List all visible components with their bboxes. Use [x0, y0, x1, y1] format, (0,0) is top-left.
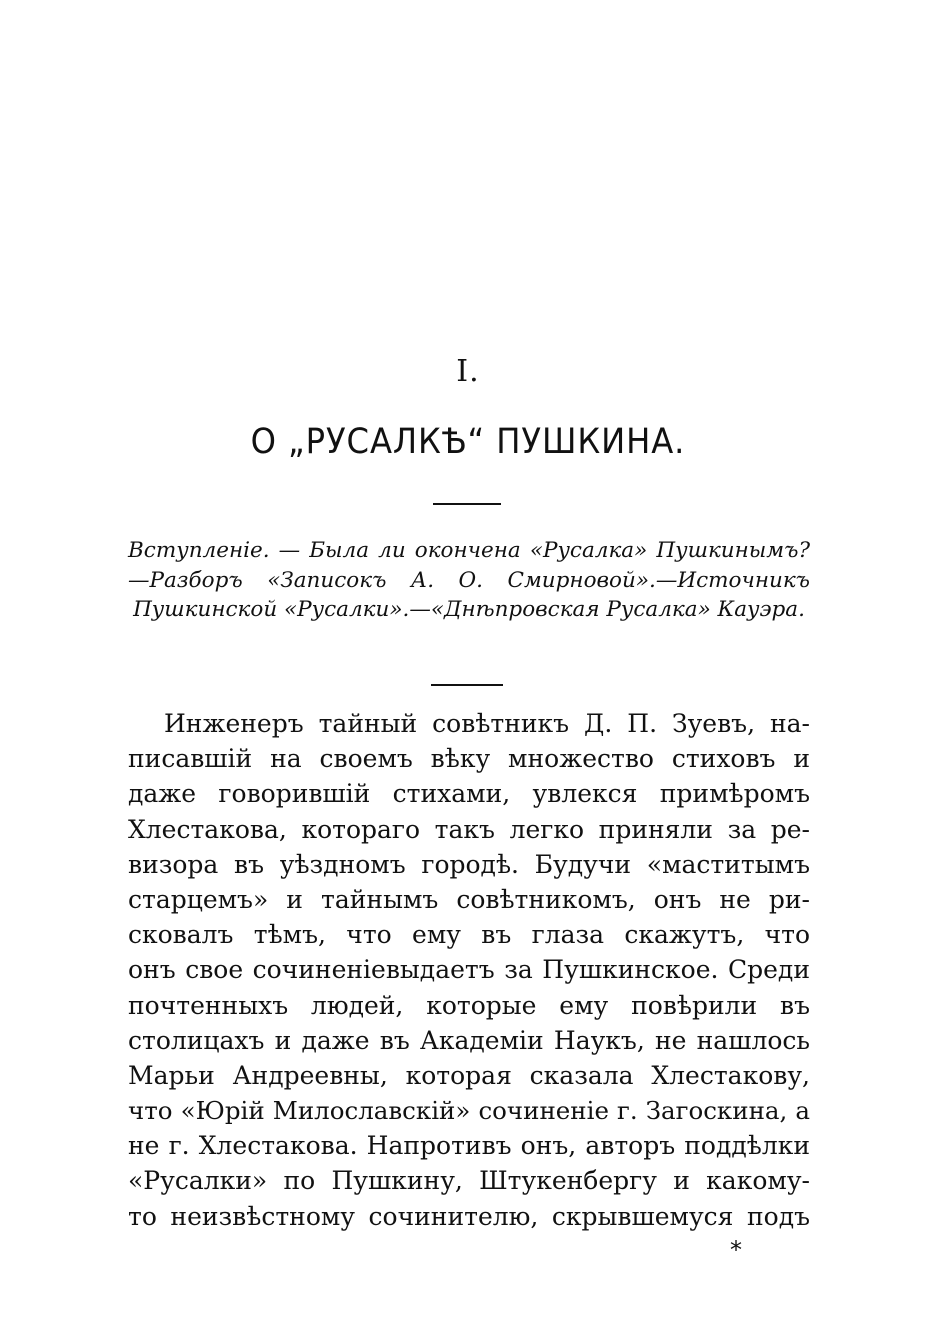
divider-bottom	[431, 684, 503, 686]
body-line: что «Юрій Милославскій» сочиненіе г. Загоскина, а	[128, 1096, 810, 1126]
body-line: писавшій на своемъ вѣку множество стиховъ и	[128, 744, 810, 774]
divider-top	[433, 503, 501, 505]
body-line: онъ свое сочиненіевыдаетъ за Пушкинское. Среди	[128, 955, 810, 985]
body-line: сковалъ тѣмъ, что ему въ глаза скажутъ, что	[128, 920, 810, 950]
body-line: Хлестакова, котораго такъ легко приняли за ре-	[128, 814, 810, 844]
chapter-number: I.	[456, 354, 480, 389]
body-line: визора въ уѣздномъ городѣ. Будучи «маститымъ	[128, 849, 810, 879]
body-line: старцемъ» и тайнымъ совѣтникомъ, онъ не ри-	[128, 884, 810, 914]
body-text	[128, 706, 810, 1234]
body-line: Инженеръ тайный совѣтникъ Д. П. Зуевъ, на-	[164, 709, 810, 738]
body-line: почтенныхъ людей, которые ему повѣрили въ	[128, 990, 810, 1020]
body-line: то неизвѣстному сочинителю, скрывшемуся подъ	[128, 1201, 810, 1231]
chapter-summary: Вступленіе. — Была ли окончена «Русалка» Пушкинымъ?—Разборъ «Записокъ А. О. Смирновой».—Источникъ Пушкинской «Русалки».—«Днѣпровская Русалка» Кауэра.	[128, 538, 810, 622]
footnote-mark: *	[730, 1236, 742, 1264]
chapter-title: О „РУСАЛКѢ“ ПУШКИНА.	[250, 422, 686, 462]
body-line: не г. Хлестакова. Напротивъ онъ, авторъ поддѣлки	[128, 1131, 810, 1161]
body-line: Марьи Андреевны, которая сказала Хлестакову,	[128, 1060, 810, 1090]
body-line: даже говорившій стихами, увлекся примѣромъ	[128, 779, 810, 809]
body-line: столицахъ и даже въ Академіи Наукъ, не нашлось	[128, 1025, 810, 1055]
body-line: «Русалки» по Пушкину, Штукенбергу и какому-	[128, 1166, 810, 1196]
